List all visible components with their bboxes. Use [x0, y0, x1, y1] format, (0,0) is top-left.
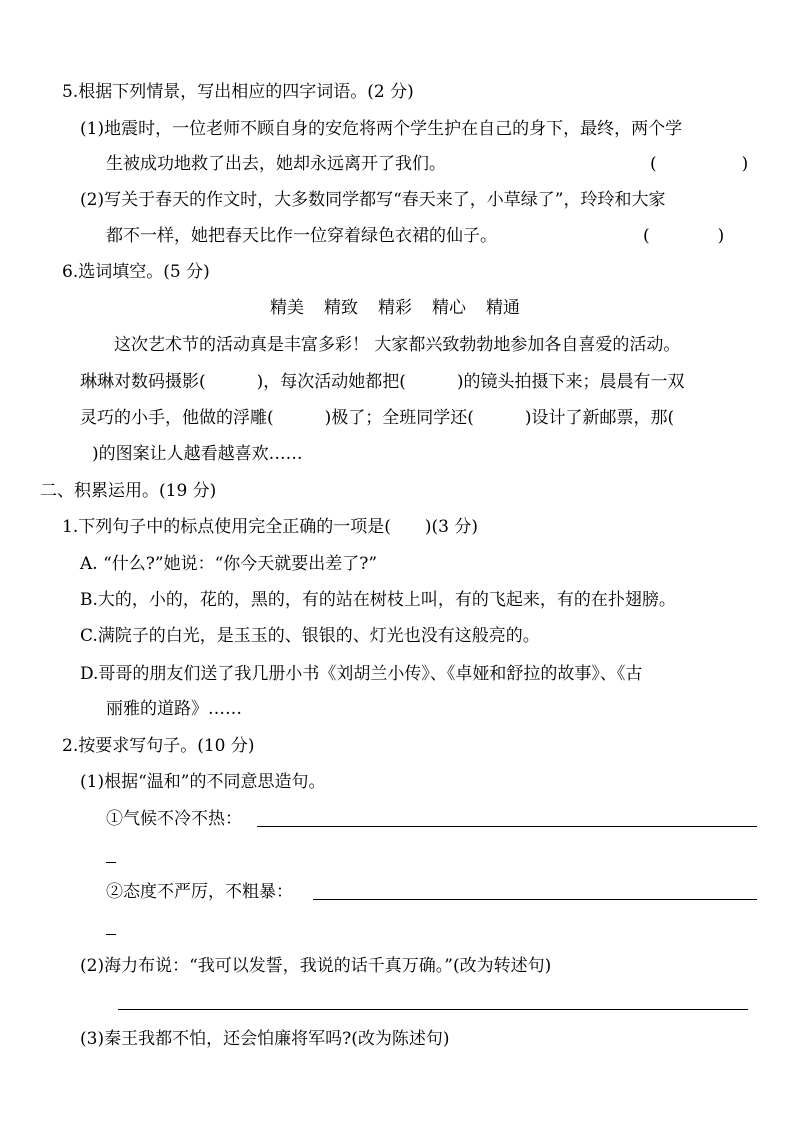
word-bank-item: 精美 — [270, 298, 304, 318]
s2-q2-sub3: (3)秦王我都不怕，还会怕廉将军吗?(改为陈述句) — [80, 1029, 450, 1049]
s2-q2-sub1-b-answer-line[interactable] — [313, 899, 757, 900]
q5-title: 5.根据下列情景，写出相应的四字词语。(2 分) — [62, 82, 414, 102]
s2-q1-option-d-line1: D.哥哥的朋友们送了我几册小书《刘胡兰小传》、《卓娅和舒拉的故事》、《古 — [80, 664, 643, 684]
q5-item1-line2: 生被成功地救了出去，她却永远离开了我们。 — [106, 154, 446, 174]
s2-q2-sub1-title: (1)根据“温和”的不同意思造句。 — [80, 772, 326, 792]
s2-q2-sub2: (2)海力布说：“我可以发誓，我说的话千真万确。”(改为转述句) — [80, 956, 552, 976]
s2-q2-sub1-b-continuation-line — [106, 934, 116, 935]
word-bank-item: 精致 — [324, 298, 358, 318]
q6-passage-line3: 灵巧的小手，他做的浮雕( )极了；全班同学还( )设计了新邮票，那( — [80, 408, 675, 428]
q5-item2-line1: (2)写关于春天的作文时，大多数同学都写“春天来了，小草绿了”，玲玲和大家 — [80, 190, 666, 210]
s2-q1-title: 1.下列句子中的标点使用完全正确的一项是( )(3 分) — [62, 517, 478, 537]
q6-word-bank — [270, 296, 540, 320]
s2-q2-sub1-b-label: ②态度不严厉，不粗暴： — [106, 882, 293, 902]
q6-passage-line1: 这次艺术节的活动真是丰富多彩！ 大家都兴致勃勃地参加各自喜爱的活动。 — [114, 335, 681, 355]
s2-q1-option-a: A. “什么?”她说：“你今天就要出差了?” — [80, 554, 378, 574]
word-bank-item: 精彩 — [378, 298, 412, 318]
q6-title: 6.选词填空。(5 分) — [62, 262, 210, 282]
s2-q1-option-b: B.大的，小的，花的，黑的，有的站在树枝上叫，有的飞起来，有的在扑翅膀。 — [80, 590, 676, 610]
word-bank-item: 精心 — [432, 298, 466, 318]
s2-q2-title: 2.按要求写句子。(10 分) — [62, 736, 255, 756]
q6-passage-line2: 琳琳对数码摄影( )，每次活动她都把( )的镜头拍摄下来；晨晨有一双 — [80, 372, 685, 392]
s2-q1-option-d-line2: 丽雅的道路》…… — [106, 699, 242, 719]
word-bank-item: 精通 — [486, 298, 520, 318]
s2-q2-sub1-a-answer-line[interactable] — [257, 826, 757, 827]
section2-title: 二、积累运用。(19 分) — [40, 481, 217, 501]
s2-q2-sub2-answer-line[interactable] — [118, 1009, 748, 1010]
q5-item2-line2: 都不一样，她把春天比作一位穿着绿色衣裙的仙子。 — [106, 226, 497, 246]
s2-q2-sub1-a-continuation-line — [106, 862, 116, 863]
s2-q2-sub1-a-label: ①气候不冷不热： — [106, 809, 242, 829]
s2-q1-option-c: C.满院子的白光，是玉玉的、银银的、灯光也没有这般亮的。 — [80, 626, 540, 646]
q5-item2-answer-blank[interactable]: ( ) — [643, 226, 725, 246]
q5-item1-line1: (1)地震时，一位老师不顾自身的安危将两个学生护在自己的身下，最终，两个学 — [80, 119, 683, 139]
q5-item1-answer-blank[interactable]: ( ) — [650, 154, 749, 174]
q6-passage-line4: )的图案让人越看越喜欢…… — [92, 444, 303, 464]
